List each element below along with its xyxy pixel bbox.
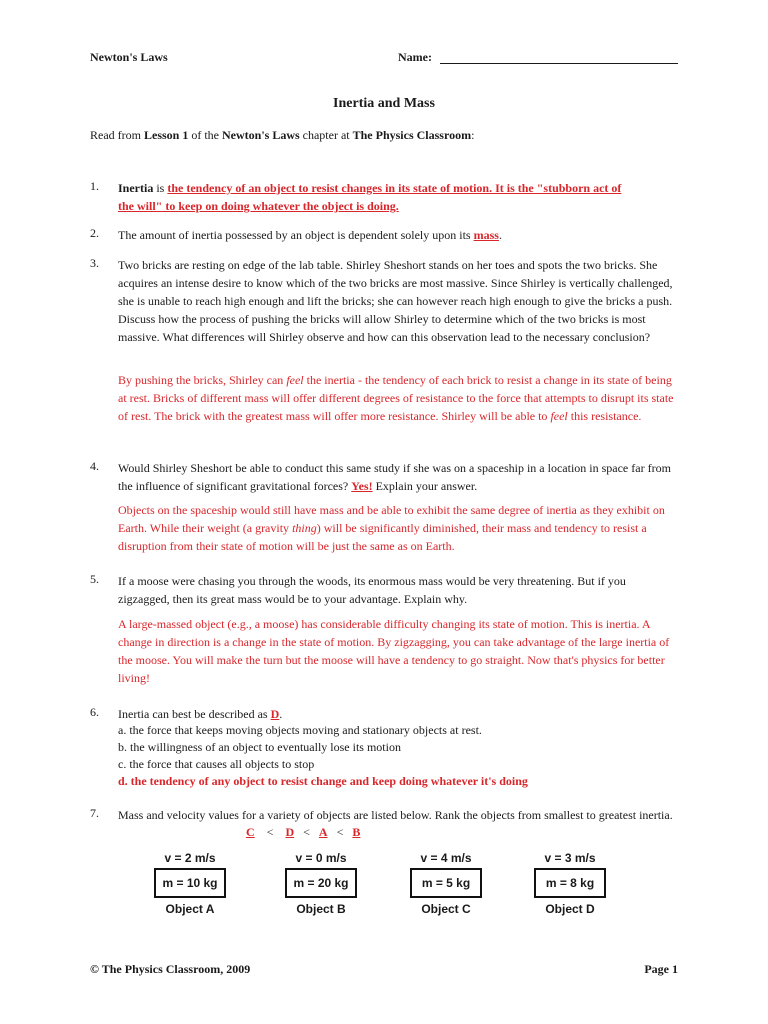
rank-2: D [285,825,295,839]
q2-number: 2. [90,226,99,240]
object-d-mass: m = 8 kg [534,868,606,898]
object-b [273,850,369,916]
name-label: Name: [398,50,432,64]
q2-answer: mass [473,228,499,242]
object-a-velocity: v = 2 m/s [164,851,216,865]
rank-4: B [352,825,361,839]
object-a-label: Object A [165,902,215,916]
q7-number: 7. [90,806,99,820]
header-course: Newton's Laws [90,50,168,64]
q7-ranking: C < D < A < B [246,825,361,839]
q6-answer: D [270,707,280,721]
q3-number: 3. [90,256,99,270]
object-a [142,850,238,916]
object-b-velocity: v = 0 m/s [295,851,347,865]
q4-answer-short: Yes! [351,479,373,493]
name-line[interactable] [440,63,678,64]
q4-text: Would Shirley Sheshort be able to conduct this same study if she was on a spaceship in a location in space far from the influence of significant gravitational forces? Yes! Explain your answer. [118,461,671,493]
intro-line: Read from Lesson 1 of the Newton's Laws chapter at The Physics Classroom: [90,128,475,142]
object-c-mass: m = 5 kg [410,868,482,898]
q6-option-d: d. the tendency of any object to resist change and keep doing whatever it's doing [118,774,528,788]
object-b-mass: m = 20 kg [285,868,357,898]
q6-text: Inertia can best be described as D. [118,707,283,721]
q6-number: 6. [90,705,99,719]
q7-text: Mass and velocity values for a variety of objects are listed below. Rank the objects from smallest to greatest inertia. [118,808,673,822]
object-a-mass: m = 10 kg [154,868,226,898]
q4-answer: Objects on the spaceship would still have mass and be able to exhibit the same degree of inertia as they exhibit on Earth. While their weight (a gravity thing) will be significantly diminished, their mass and tendency to resist a disruption from their state of motion will be just the same as on Earth. [118,503,665,553]
object-c [398,850,494,916]
object-d-label: Object D [545,902,595,916]
q5-answer: A large-massed object (e.g., a moose) has considerable difficulty changing its state of motion. This is inertia. A change in direction is a change in the state of motion. By zigzagging, you can take advantage of the large inertia of the moose. You will make the turn but the moose will have a tendency to go straight. Now that's physics for better living! [118,617,670,685]
object-d-velocity: v = 3 m/s [544,851,596,865]
object-c-velocity: v = 4 m/s [420,851,472,865]
q3-text: Two bricks are resting on edge of the lab table. Shirley Sheshort stands on her toes and spots the two bricks. She acquires an intense desire to know which of the two bricks are most massive. Since Shirley is vertically challenged, she is unable to reach high enough and lift the bricks; she can however reach high enough to give the bricks a push. Discuss how the process of pushing the bricks will allow Shirley to determine which of the two bricks is most massive. What differences will Shirley observe and how can this observation lead to the necessary conclusion? [118,258,673,344]
q1-answer: the tendency of an object to resist changes in its state of motion. It is the "stubborn act of [167,181,622,195]
footer-copyright: © The Physics Classroom, 2009 [90,962,251,976]
object-c-label: Object C [421,902,471,916]
q2-text: The amount of inertia possessed by an object is dependent solely upon its mass. [118,228,502,242]
q6-option-c: c. the force that causes all objects to stop [118,757,315,771]
q6-option-b: b. the willingness of an object to eventually lose its motion [118,740,401,754]
rank-1: C [246,825,255,839]
object-b-label: Object B [296,902,346,916]
rank-3: A [318,825,328,839]
page-title: Inertia and Mass [333,96,435,111]
q5-number: 5. [90,572,99,586]
q6-option-a: a. the force that keeps moving objects moving and stationary objects at rest. [118,723,482,737]
footer-page-number: Page 1 [644,962,678,976]
q5-text: If a moose were chasing you through the woods, its enormous mass would be very threatening. But if you zigzagged, then its great mass would be to your advantage. Explain why. [118,574,626,606]
q1-text: Inertia is the tendency of an object to resist changes in its state of motion. It is the "stubborn act of the will" to keep on doing whatever the object is doing. [118,181,622,213]
object-d [522,850,618,916]
q3-answer: By pushing the bricks, Shirley can feel the inertia - the tendency of each brick to resist a change in its state of being at rest. Bricks of different mass will offer different degrees of resistance to the force that attempts to disrupt its state of rest. The brick with the greatest mass will offer more resistance. Shirley will be able to feel this resistance. [118,373,674,423]
q1-number: 1. [90,179,99,193]
q4-number: 4. [90,459,99,473]
